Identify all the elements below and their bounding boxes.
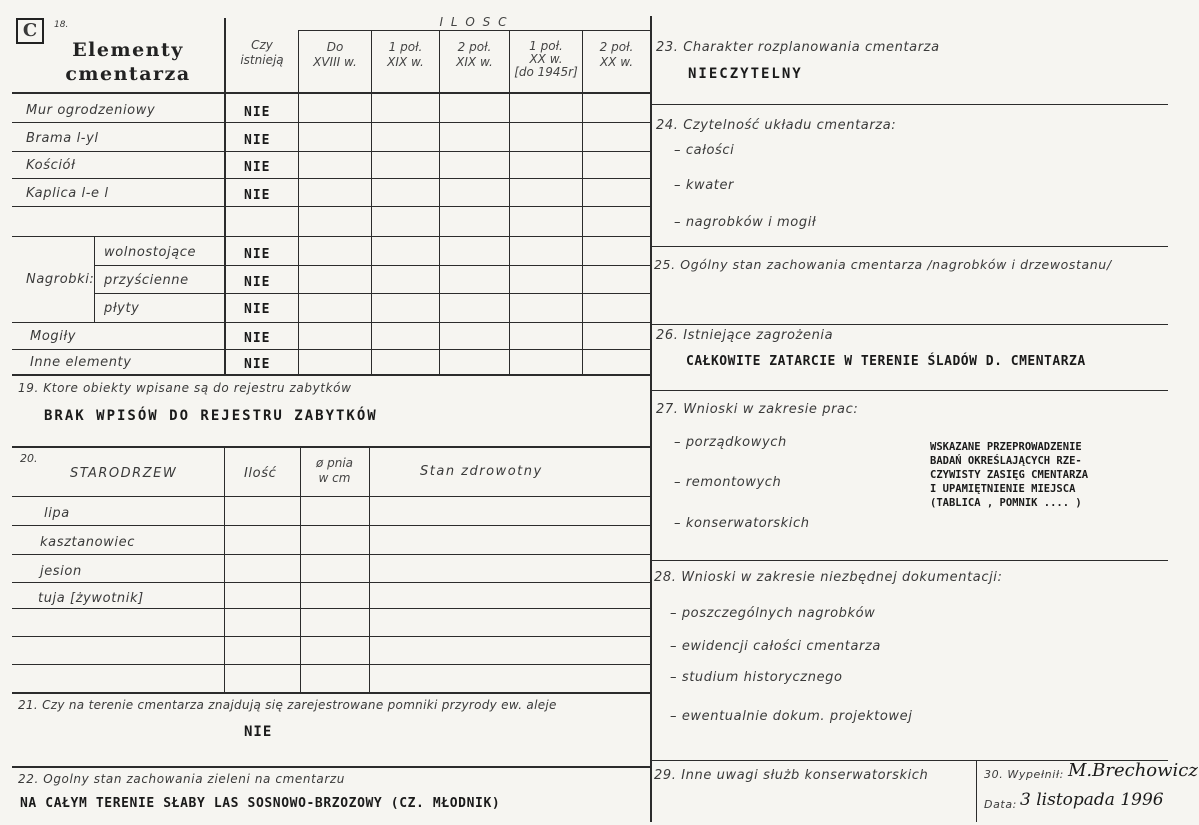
exists-header-line1: Czy	[251, 38, 273, 52]
qty-col-3	[440, 40, 509, 70]
q30-signature: M.Brechowicz	[1068, 760, 1198, 781]
qty-col-5	[583, 40, 650, 70]
title-line-1: Elementy	[72, 39, 184, 61]
qty-col-4-b: XX w.	[529, 52, 563, 66]
q21-label: 21. Czy na terenie cmentarza znajdują się zarejestrowane pomniki przyrody ew. aleje	[18, 698, 557, 712]
q27-answer-line-2: BADAŃ OKREŚLAJĄCYCH RZE-	[930, 455, 1082, 467]
qty-col-5-b: XX w.	[599, 55, 634, 69]
qty-col-1-a: Do	[326, 40, 344, 54]
q20-header-diam-a: ø pnia	[315, 456, 354, 470]
qty-col-5-a: 2 poł.	[599, 40, 634, 54]
q20-header-count: Ilość	[244, 466, 277, 481]
q27-answer	[930, 440, 1088, 510]
q19-answer: BRAK WPISÓW DO REJESTRU ZABYTKÓW	[44, 408, 378, 424]
title-line-2: cmentarza	[65, 63, 191, 85]
q28-item-1: – poszczególnych nagrobków	[670, 606, 876, 621]
row-value-wall: NIE	[244, 105, 271, 120]
row-value-gate: NIE	[244, 133, 271, 148]
nagrobki-value-wall: NIE	[244, 275, 271, 290]
row-label-chapel: Kaplica l-e l	[26, 186, 109, 201]
q26-answer: CAŁKOWITE ZATARCIE W TERENIE ŚLADÓW D. CMENTARZA	[686, 354, 1086, 369]
q20-header-name: STARODRZEW	[70, 466, 178, 481]
nagrobki-value-freestanding: NIE	[244, 247, 271, 262]
q23-label: 23. Charakter rozplanowania cmentarza	[656, 40, 940, 55]
q20-header-diam-b: w cm	[318, 471, 351, 485]
q20-header-state: Stan zdrowotny	[420, 464, 543, 479]
qty-col-4-c: [do 1945r]	[514, 65, 578, 79]
tree-row-4: tuja [żywotnik]	[38, 591, 144, 606]
q27-answer-line-3: CZYWISTY ZASIĘG CMENTARZA	[930, 469, 1089, 481]
qty-col-1-b: XVIII w.	[313, 55, 357, 69]
qty-col-4	[510, 40, 582, 79]
q26-label: 26. Istniejące zagrożenia	[656, 328, 834, 343]
q27-answer-line-1: WSKAZANE PRZEPROWADZENIE	[930, 441, 1082, 453]
q25-label: 25. Ogólny stan zachowania cmentarza /nagrobków i drzewostanu/	[654, 257, 1112, 272]
section-title	[40, 38, 216, 86]
card-number: 18.	[54, 20, 69, 30]
qty-col-2-b: XIX w.	[387, 55, 424, 69]
q27-answer-line-4: I UPAMIĘTNIENIE MIEJSCA	[930, 483, 1076, 495]
q22-label: 22. Ogolny stan zachowania zieleni na cmentarzu	[18, 772, 345, 786]
q24-item-1: – całości	[674, 143, 735, 158]
q19-label: 19. Ktore obiekty wpisane są do rejestru zabytków	[18, 381, 352, 395]
q24-label: 24. Czytelność układu cmentarza:	[656, 118, 897, 133]
q29-label: 29. Inne uwagi służb konserwatorskich	[654, 768, 929, 783]
q27-item-3: – konserwatorskich	[674, 516, 810, 531]
quantity-header: I L O S C	[439, 15, 509, 29]
q27-label: 27. Wnioski w zakresie prac:	[656, 402, 859, 417]
nagrobki-row-freestanding: wolnostojące	[104, 245, 197, 260]
q28-item-4: – ewentualnie dokum. projektowej	[670, 709, 913, 724]
nagrobki-row-slabs: płyty	[104, 301, 140, 316]
row-label-gate: Brama l-yl	[26, 131, 99, 146]
row-label-other: Inne elementy	[30, 355, 132, 370]
nagrobki-value-slabs: NIE	[244, 302, 271, 317]
q30-filled-label: 30. Wypełnił:	[984, 768, 1064, 781]
nagrobki-label: Nagrobki:	[26, 272, 95, 287]
q20-header-diam	[300, 456, 369, 486]
q28-label: 28. Wnioski w zakresie niezbędnej dokumentacji:	[654, 570, 1003, 585]
qty-col-2-a: 1 poł.	[388, 40, 423, 54]
card-letter-box: C	[16, 18, 44, 44]
row-value-chapel: NIE	[244, 188, 271, 203]
qty-col-2	[372, 40, 439, 70]
row-label-wall: Mur ogrodzeniowy	[26, 103, 156, 118]
qty-col-4-a: 1 poł.	[529, 39, 563, 53]
qty-col-3-a: 2 poł.	[457, 40, 492, 54]
tree-row-1: lipa	[44, 506, 70, 521]
exists-header	[226, 38, 298, 68]
q24-item-3: – nagrobków i mogił	[674, 215, 817, 230]
row-label-church: Kościół	[26, 158, 76, 173]
qty-col-3-b: XIX w.	[456, 55, 493, 69]
q28-item-3: – studium historycznego	[670, 670, 843, 685]
row-value-church: NIE	[244, 160, 271, 175]
q27-answer-line-5: (TABLICA , POMNIK .... )	[930, 497, 1082, 509]
tree-row-2: kasztanowiec	[40, 535, 135, 550]
nagrobki-row-wall: przyścienne	[104, 273, 189, 288]
q28-item-2: – ewidencji całości cmentarza	[670, 639, 881, 654]
row-value-other: NIE	[244, 357, 271, 372]
q27-item-1: – porządkowych	[674, 435, 787, 450]
row-value-graves: NIE	[244, 331, 271, 346]
q27-item-2: – remontowych	[674, 475, 782, 490]
q21-answer: NIE	[244, 724, 273, 740]
q30-date-value: 3 listopada 1996	[1020, 790, 1164, 810]
row-label-graves: Mogiły	[30, 329, 77, 344]
q30-date-label: Data:	[984, 798, 1017, 811]
q20-number: 20.	[20, 452, 38, 465]
q23-answer: NIECZYTELNY	[688, 66, 803, 82]
q22-answer: NA CAŁYM TERENIE SŁABY LAS SOSNOWO-BRZOZOWY (CZ. MŁODNIK)	[20, 796, 501, 811]
q24-item-2: – kwater	[674, 178, 734, 193]
exists-header-line2: istnieją	[240, 53, 284, 67]
tree-row-3: jesion	[40, 564, 82, 579]
qty-col-1	[299, 40, 371, 70]
